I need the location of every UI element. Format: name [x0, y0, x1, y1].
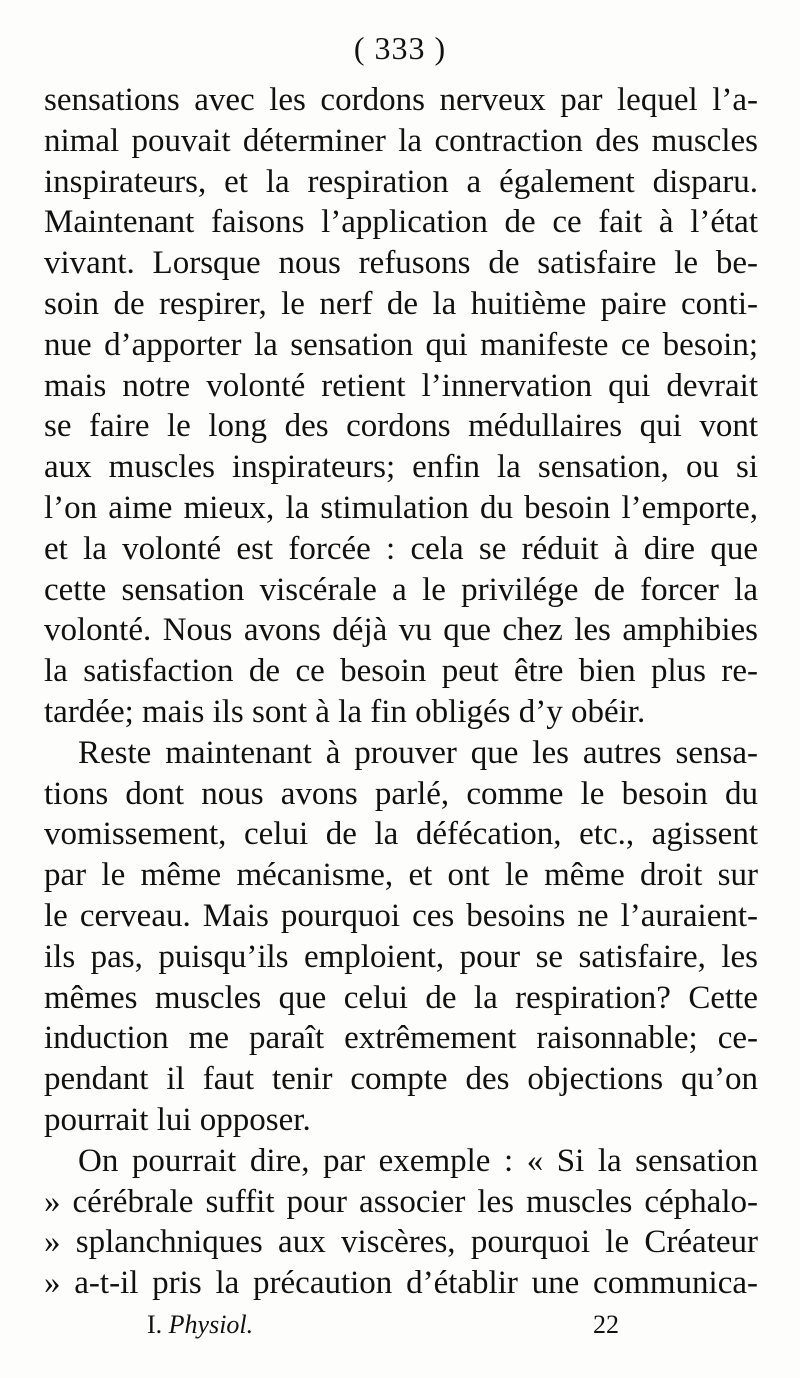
- text-line: » splanchniques aux viscères, pourquoi le Créateur: [44, 1224, 758, 1261]
- text-line: par le même mécanisme, et ont le même droit sur: [44, 857, 758, 894]
- text-line: » a-t-il pris la précaution d’établir une communica-: [44, 1265, 758, 1302]
- text-line: On pourrait dire, par exemple : « Si la sensation: [78, 1142, 758, 1179]
- signature-abbreviation: Physiol.: [168, 1310, 254, 1339]
- text-line: sensations avec les cordons nerveux par lequel l’a-: [44, 82, 758, 118]
- signature-number: I.: [147, 1310, 163, 1339]
- sheet-number: 22: [593, 1310, 619, 1339]
- text-line: mêmes muscles que celui de la respiration? Cette: [44, 979, 758, 1016]
- page-footer: [0, 1310, 800, 1350]
- text-line: tions dont nous avons parlé, comme le besoin du: [44, 775, 758, 812]
- body-text: [44, 80, 758, 1304]
- text-line: Reste maintenant à prouver que les autres sensa-: [78, 734, 758, 771]
- text-line: et la volonté est forcée : cela se réduit à dire que: [44, 530, 758, 567]
- text-line: pendant il faut tenir compte des objections qu’on: [44, 1061, 758, 1098]
- text-line: pourrait lui opposer.: [44, 1101, 311, 1138]
- text-line: ils pas, puisqu’ils emploient, pour se satisfaire, les: [44, 938, 758, 975]
- text-line: le cerveau. Mais pourquoi ces besoins ne l’auraient-: [44, 897, 758, 934]
- text-line: se faire le long des cordons médullaires qui vont: [44, 408, 758, 445]
- text-line: aux muscles inspirateurs; enfin la sensation, ou si: [44, 449, 758, 486]
- text-line: volonté. Nous avons déjà vu que chez les amphibies: [44, 612, 758, 649]
- text-line: tardée; mais ils sont à la fin obligés d’y obéir.: [44, 693, 646, 730]
- signature-mark: [147, 1310, 253, 1340]
- text-line: nue d’apporter la sensation qui manifeste ce besoin;: [44, 326, 758, 363]
- text-line: induction me paraît extrêmement raisonnable; ce-: [44, 1020, 758, 1057]
- text-line: inspirateurs, et la respiration a également disparu.: [44, 163, 758, 200]
- text-line: » cérébrale suffit pour associer les muscles céphalo-: [44, 1183, 758, 1220]
- text-line: vomissement, celui de la défécation, etc., agissent: [44, 816, 758, 853]
- text-line: nimal pouvait déterminer la contraction des muscles: [44, 122, 758, 159]
- text-line: cette sensation viscérale a le privilége de forcer la: [44, 571, 758, 608]
- text-line: l’on aime mieux, la stimulation du besoin l’emporte,: [44, 489, 758, 526]
- text-line: la satisfaction de ce besoin peut être bien plus re-: [44, 653, 758, 690]
- text-line: soin de respirer, le nerf de la huitième paire conti-: [44, 285, 758, 322]
- text-line: mais notre volonté retient l’innervation qui devrait: [44, 367, 758, 404]
- page-number: ( 333 ): [353, 30, 447, 66]
- text-line: vivant. Lorsque nous refusons de satisfaire le be-: [44, 245, 758, 282]
- text-line: Maintenant faisons l’application de ce fait à l’état: [44, 204, 758, 241]
